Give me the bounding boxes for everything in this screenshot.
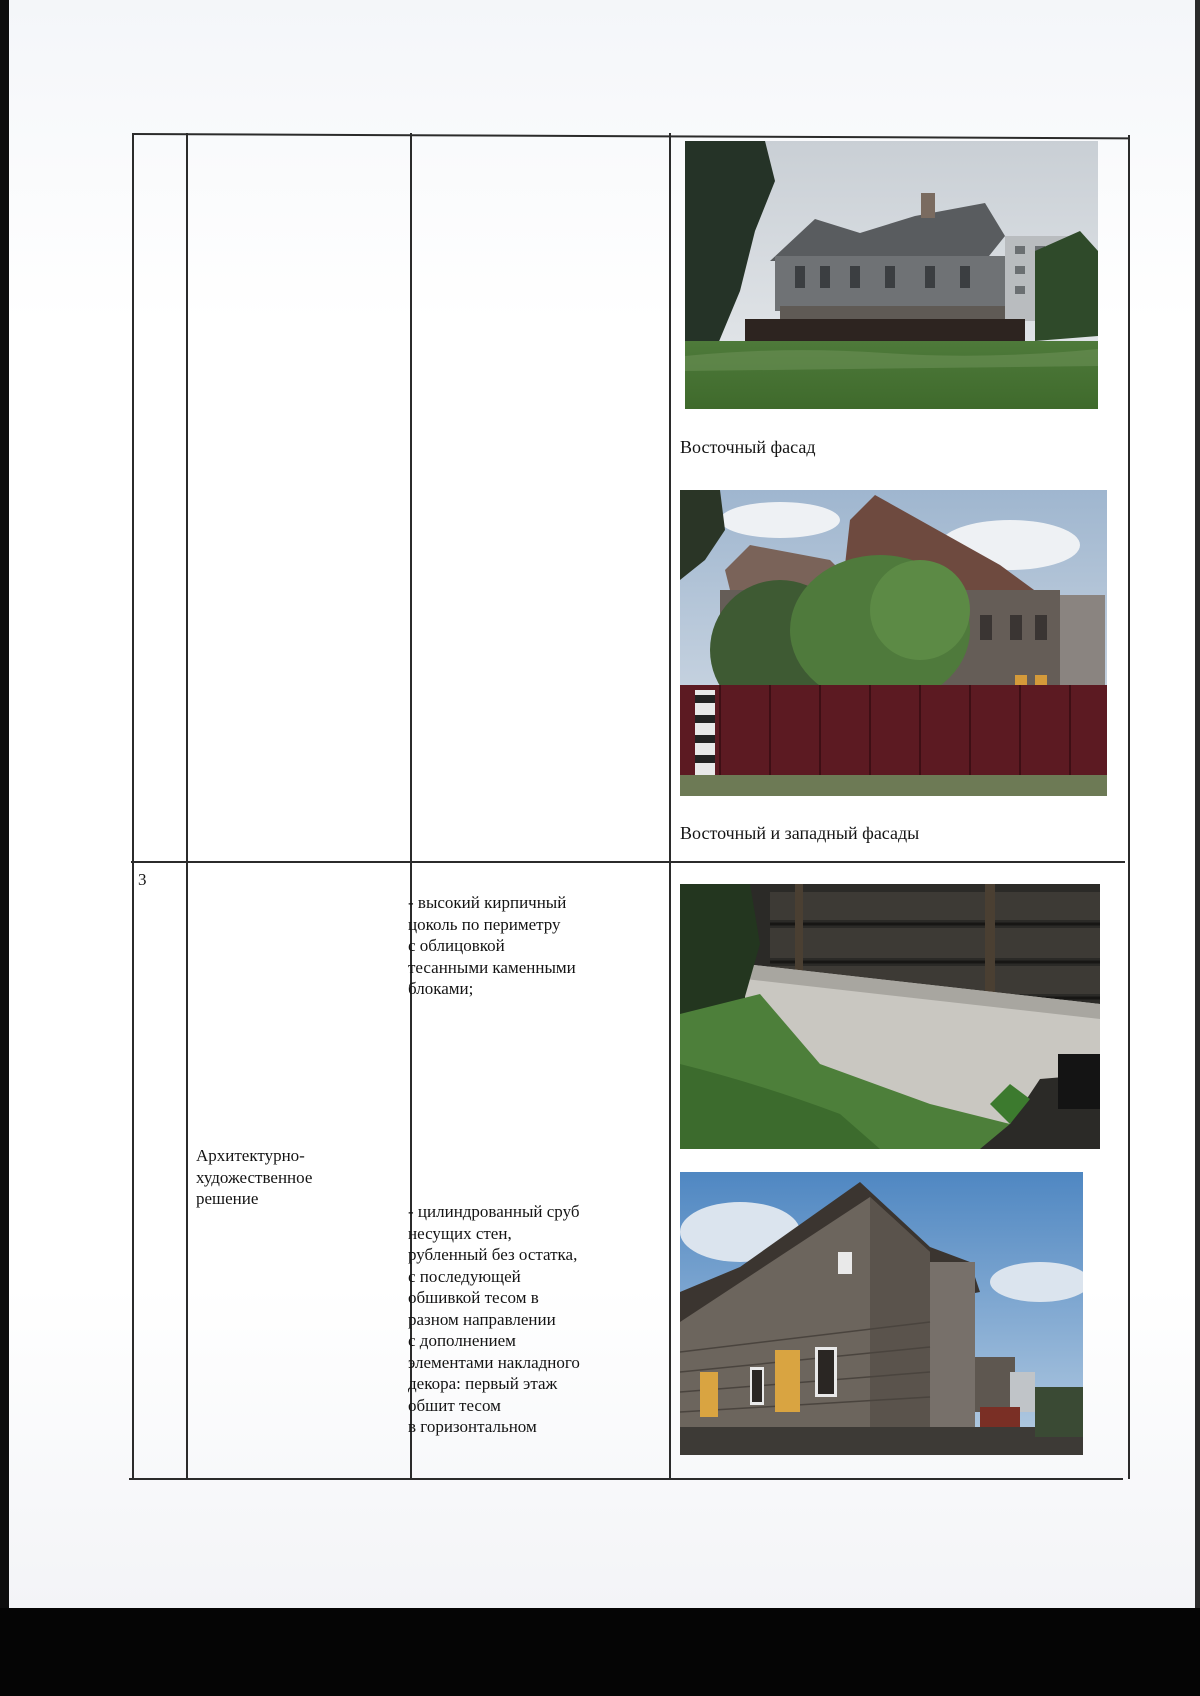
photo-log-walls [680, 1172, 1083, 1455]
scan-edge-bottom [0, 1608, 1200, 1696]
photo-caption: Восточный и западный фасады [680, 823, 920, 843]
element-name: Архитектурно- художественное решение [196, 1146, 313, 1208]
scan-edge-right [1195, 0, 1200, 1620]
col-divider-2 [186, 133, 188, 1479]
row-number: 3 [138, 870, 147, 889]
photo-caption: Восточный фасад [680, 437, 816, 457]
photo-house-east-west-facades [680, 490, 1107, 796]
photo-house-east-facade [685, 141, 1098, 409]
col-divider-5 [1128, 135, 1130, 1479]
feature-item: - высокий кирпичный цоколь по периметру с облицовкой тесанными каменными блоками; [408, 893, 576, 998]
table-bottom-border [129, 1478, 1123, 1480]
col-divider-1 [132, 133, 134, 1479]
feature-item: - цилиндрованный сруб несущих стен, рубленный без остатка, с последующей обшивкой тесом в разном направлении с дополнением элементами накладного декора: первый этаж обшит тесом в горизонтальном [408, 1202, 580, 1436]
col-divider-4 [669, 133, 671, 1479]
photo-brick-plinth [680, 884, 1100, 1149]
row-divider [131, 861, 1125, 863]
scan-edge-left [0, 0, 9, 1620]
